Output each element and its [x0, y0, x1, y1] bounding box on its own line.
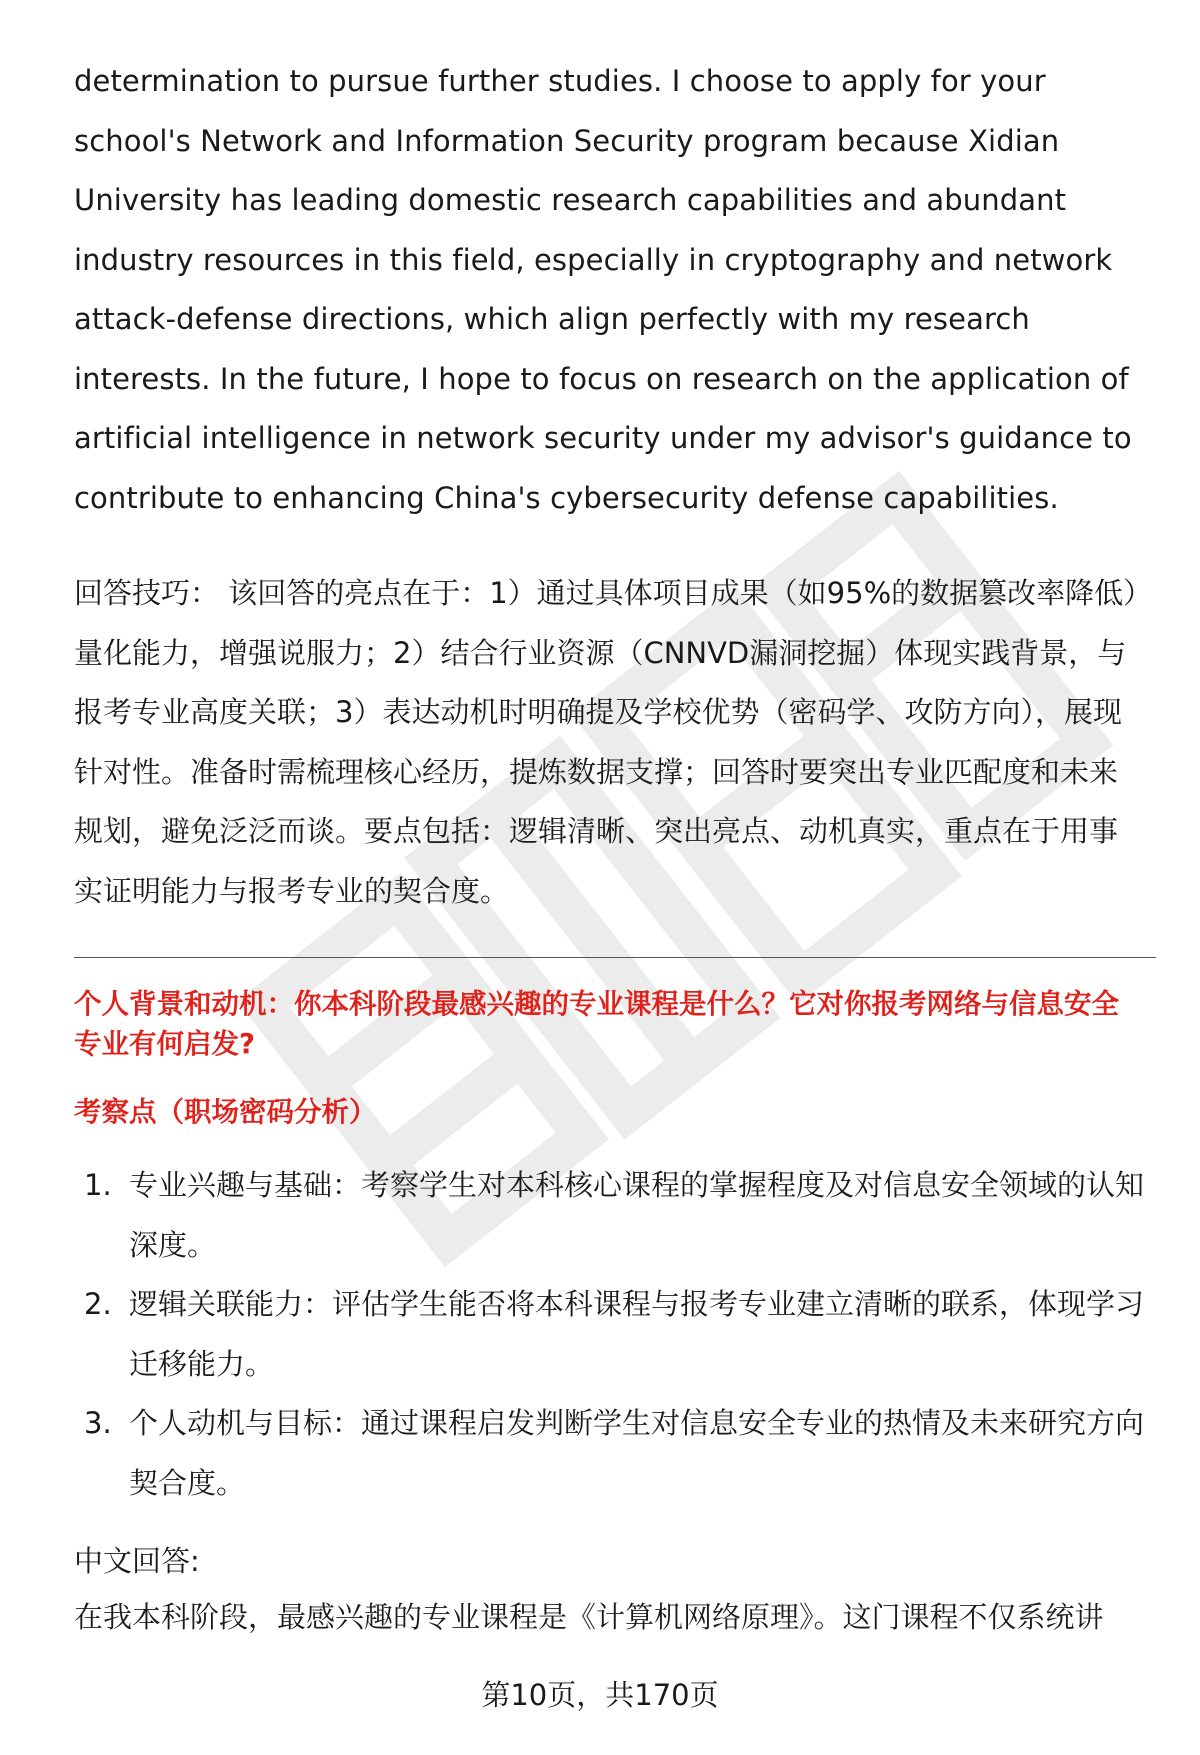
- chinese-answer-text: 在我本科阶段，最感兴趣的专业课程是《计算机网络原理》。这门课程不仅系统讲: [74, 1600, 1104, 1634]
- page-content: [74, 52, 1144, 1645]
- list-item-text: 逻辑关联能力：评估学生能否将本科课程与报考专业建立清晰的联系，体现学习迁移能力。: [129, 1287, 1145, 1381]
- list-item-number: 3.: [84, 1406, 112, 1440]
- list-item-text: 个人动机与目标：通过课程启发判断学生对信息安全专业的热情及未来研究方向契合度。: [129, 1406, 1145, 1500]
- list-item: [74, 1156, 1144, 1275]
- assessment-points-heading: 考察点（职场密码分析）: [74, 1096, 377, 1128]
- chinese-answer-label: 中文回答:: [74, 1544, 200, 1578]
- question-heading: 个人背景和动机：你本科阶段最感兴趣的专业课程是什么？它对你报考网络与信息安全专业有何启发?: [74, 988, 1119, 1060]
- assessment-points-list: [74, 1156, 1144, 1513]
- section-divider: [74, 957, 1156, 958]
- intro-paragraph: determination to pursue further studies. I choose to apply for your school's Network and Information Security program because Xidian University has leading domestic research capabilities and abundant industry resources in this field, especially in cryptography and network attack-defense directions, which align perfectly with my research interests. In the future, I hope to focus on research on the application of artificial intelligence in network security under my advisor's guidance to contribute to enhancing China's cybersecurity defense capabilities.: [74, 64, 1132, 515]
- list-item-text: 专业兴趣与基础：考察学生对本科核心课程的掌握程度及对信息安全领域的认知深度。: [129, 1168, 1145, 1262]
- list-item: [74, 1275, 1144, 1394]
- answer-tips-paragraph: 回答技巧： 该回答的亮点在于：1）通过具体项目成果（如95%的数据篡改率降低）量化能力，增强说服力；2）结合行业资源（CNNVD漏洞挖掘）体现实践背景，与报考专业高度关联；3）表达动机时明确提及学校优势（密码学、攻防方向），展现针对性。准备时需梳理核心经历，提炼数据支撑；回答时要突出专业匹配度和未来规划，避免泛泛而谈。要点包括：逻辑清晰、突出亮点、动机真实，重点在于用事实证明能力与报考专业的契合度。: [74, 576, 1138, 908]
- list-item-number: 1.: [84, 1168, 112, 1202]
- list-item: [74, 1394, 1144, 1513]
- list-item-number: 2.: [84, 1287, 112, 1321]
- page-number-footer: 第10页，共170页: [481, 1678, 719, 1712]
